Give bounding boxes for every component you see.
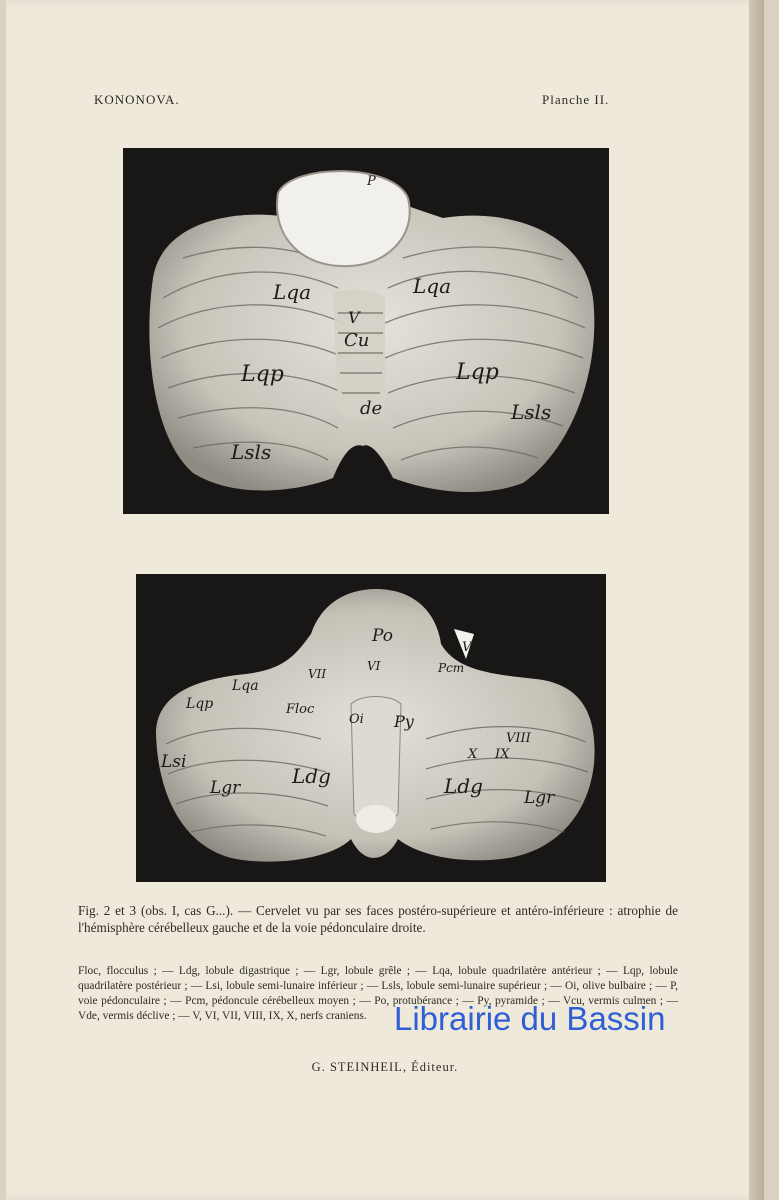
- label-vii: VII: [308, 667, 327, 681]
- label-de: de: [360, 398, 383, 419]
- label-floc: Floc: [286, 702, 315, 717]
- label-lqa-right: Lqa: [413, 274, 452, 298]
- label-lsls-right: Lsls: [511, 400, 552, 424]
- label-ldg-left: Ldg: [292, 764, 331, 788]
- book-page: [6, 0, 764, 1200]
- label-lqp-left: Lqp: [241, 362, 284, 387]
- book-spine-edge: [749, 0, 764, 1200]
- label-lqp-right: Lqp: [456, 360, 499, 385]
- label-ix: IX: [495, 747, 510, 762]
- label-po: Po: [372, 626, 393, 646]
- label-lgr-left: Lgr: [210, 778, 241, 798]
- figure-legend: Floc, flocculus ; — Ldg, lobule digastrique ; — Lgr, lobule grêle ; — Lqa, lobule quadrilatère antérieur ; — Lqp, lobule quadrilatère postérieur ; — Lsi, lobule semi-lunaire inférieur ; — Lsls, lobule semi-lunaire supérieur ; — Oi, olive bulbaire ; — P, voie pédonculaire ; — Pcm, pédoncule cérébelleux moyen ; — Po, protubérance ; — Py, pyramide ; — Vcu, vermis culmen ; — Vde, vermis déclive ; — V, VI, VII, VIII, IX, X, nerfs craniens.: [78, 965, 678, 1022]
- label-viii: VIII: [506, 731, 531, 746]
- label-py: Py: [394, 712, 414, 731]
- label-lqp: Lqp: [186, 696, 214, 712]
- label-lqa: Lqa: [232, 678, 259, 694]
- label-vi: VI: [367, 659, 381, 673]
- cerebellum-photo-superior: [123, 148, 609, 514]
- label-p: P: [367, 174, 376, 189]
- label-pcm: Pcm: [438, 661, 465, 675]
- label-oi: Oi: [349, 712, 364, 727]
- label-v: V: [462, 640, 472, 655]
- running-head-plate: Planche II.: [542, 92, 610, 107]
- label-x: X: [468, 747, 478, 762]
- label-lqa-left: Lqa: [273, 280, 312, 304]
- label-lgr-right: Lgr: [524, 788, 555, 808]
- label-lsls-left: Lsls: [231, 440, 272, 464]
- watermark: Librairie du Bassin: [394, 1000, 666, 1037]
- publisher-line: G. STEINHEIL, Éditeur.: [311, 1060, 459, 1074]
- cerebellum-photo-inferior: [136, 574, 606, 882]
- running-head-author: KONONOVA.: [94, 92, 180, 107]
- cerebellum-inferior-drawing: [136, 574, 606, 882]
- label-cu: Cu: [344, 330, 370, 351]
- label-lsi: Lsi: [161, 752, 187, 772]
- label-ldg-right: Ldg: [444, 774, 483, 798]
- figure-caption: Fig. 2 et 3 (obs. I, cas G...). — Cervelet vu par ses faces postéro-supérieure et antéro-inférieure : atrophie de l'hémisphère cérébelleux gauche et de la voie pédonculaire droite.: [78, 903, 678, 935]
- label-v: V: [348, 308, 360, 327]
